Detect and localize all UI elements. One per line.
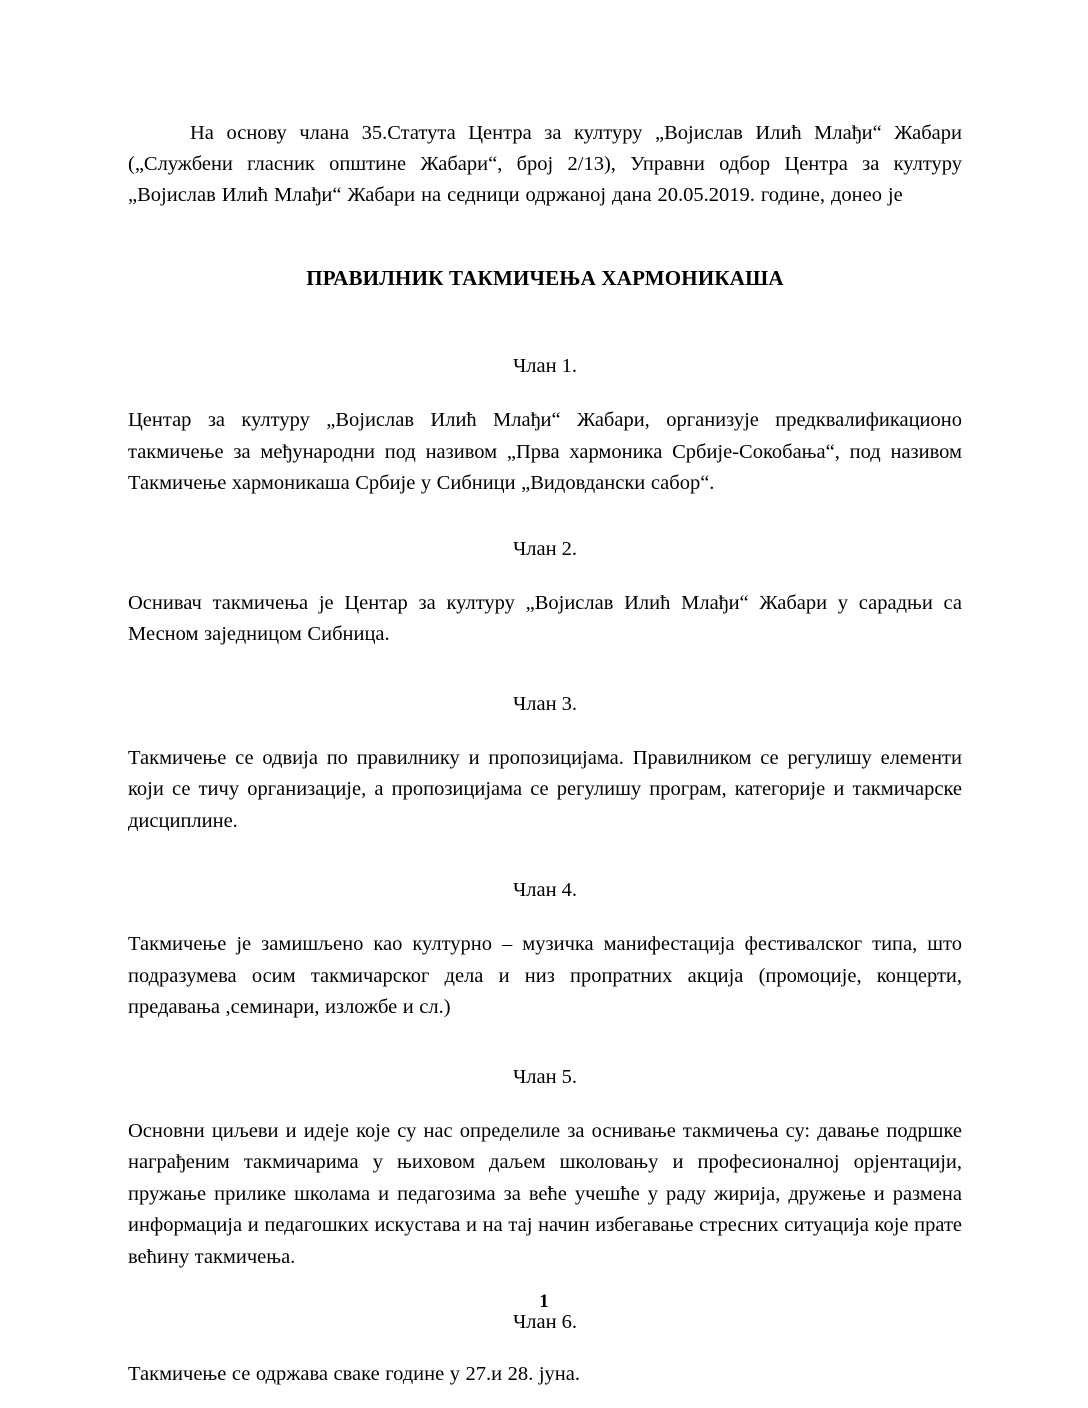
article-body-4: Такмичење је замишљено као културно – музичка манифестација фестивалског типа, што подразумева осим такмичарског дела и низ пропратних акција (промоције, концерти, предавања ,семинари, изложбе и сл.) — [128, 933, 962, 1018]
page-number: 1 — [539, 1291, 549, 1312]
article-heading-6: Члан 6. — [512, 1311, 578, 1333]
intro-paragraph: На основу члана 35.Статута Центра за културу „Војислав Илић Млађи“ Жабари („Службени гласник општине Жабари“, број 2/13), Управни одбор Центра за културу „Војислав Илић Млађи“ Жабари на седници одржаној дана 20.05.2019. године, донео је — [128, 122, 962, 206]
article-body-3: Такмичење се одвија по правилнику и пропозицијама. Правилником се регулишу елементи који се тичу организације, а пропозицијама се регулишу програм, категорије и такмичарске дисциплине. — [128, 746, 962, 832]
article-heading-4: Члан 4. — [512, 879, 578, 901]
article-body-5: Основни циљеви и идеје које су нас определиле за оснивање такмичења су: давање подршке награђеним такмичарима у њиховом даљем школовању и професионалној орјентацији, пружање прилике школама и педагозима за веће учешће у раду жирија, дружење и размена информација и педагошких искустава и на тај начин избегавање стресних ситуација које прате већину такмичења. — [128, 1119, 962, 1268]
article-heading-2: Члан 2. — [512, 537, 578, 560]
article-body-2: Оснивач такмичења је Центар за културу „Војислав Илић Млађи“ Жабари у сарадњи са Месном заједницом Сибница. — [128, 591, 962, 645]
article-heading-3: Члан 3. — [512, 692, 578, 715]
article-body-6: Такмичење се одржава сваке године у 27.и 28. јуна. — [128, 1363, 580, 1385]
document-body — [128, 0, 962, 1391]
article-body-1: Центар за културу „Војислав Илић Млађи“ Жабари, организује предквалификационо такмичење за међународни под називом „Прва хармоника Србије-Сокобања“, под називом Такмичење хармоникаша Србије у Сибници „Видовдански сабор“. — [128, 409, 962, 494]
document-title: ПРАВИЛНИК ТАКМИЧЕЊА ХАРМОНИКАША — [306, 266, 784, 290]
article-heading-5: Члан 5. — [512, 1065, 578, 1088]
article-heading-1: Члан 1. — [512, 355, 578, 377]
